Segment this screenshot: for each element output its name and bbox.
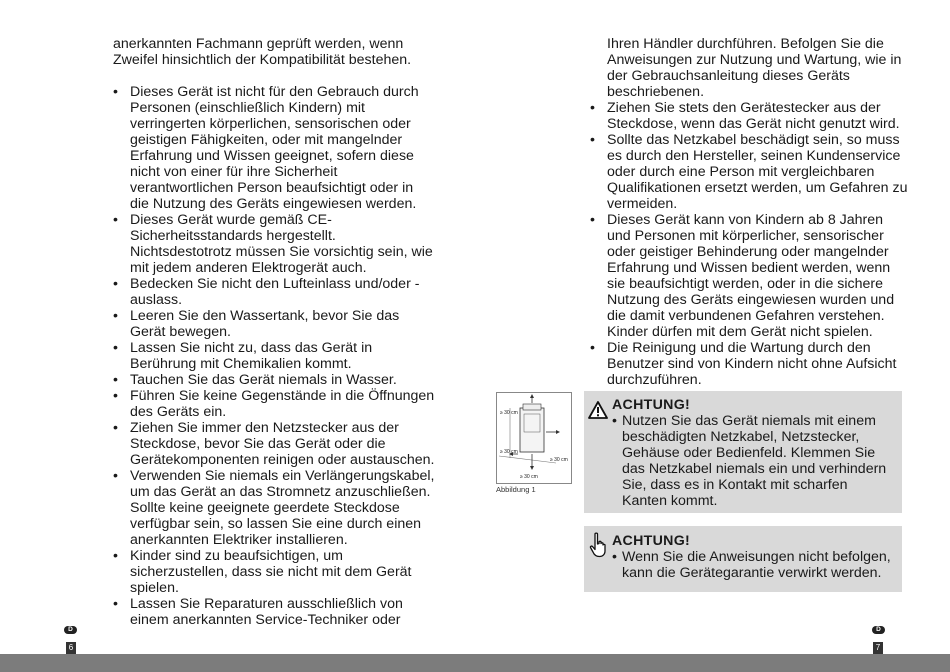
warning-triangle-icon [588, 401, 608, 423]
list-item: • Kinder sind zu beaufsichtigen, um sicherzustellen, dass sie nicht mit dem Gerät spielen. [113, 548, 435, 596]
list-item: • Ziehen Sie immer den Netzstecker aus der Steckdose, bevor Sie das Gerät oder die Gerätekomponenten reinigen oder austauschen. [113, 420, 435, 468]
intro-paragraph: anerkannten Fachmann geprüft werden, wenn Zweifel hinsichtlich der Kompatibilität bestehen. [113, 36, 412, 68]
clearance-diagram [496, 392, 572, 484]
list-item: • Lassen Sie Reparaturen ausschließlich von einem anerkannten Service-Techniker oder [113, 596, 435, 628]
warning-text: • Nutzen Sie das Gerät niemals mit einem beschädigten Netzkabel, Netzstecker, Gehäuse oder Bedienfeld. Klemmen Sie das Netzkabel niemals ein und verhindern Sie, dass es in Kontakt mit scharfen Kanten kommt. [612, 413, 894, 509]
list-item: • Führen Sie keine Gegenstände in die Öffnungen des Geräts ein. [113, 388, 435, 420]
clearance-figure [496, 392, 572, 484]
list-item: • Ziehen Sie stets den Gerätestecker aus der Steckdose, wenn das Gerät nicht genutzt wird. [590, 100, 910, 132]
list-item: • Tauchen Sie das Gerät niemals in Wasser. [113, 372, 435, 388]
right-column [590, 36, 910, 388]
continuation-paragraph: Ihren Händler durchführen. Befolgen Sie die Anweisungen zur Nutzung und Wartung, wie in der Gebrauchsanleitung dieses Geräts beschriebenen. [607, 36, 902, 100]
list-item: • Sollte das Netzkabel beschädigt sein, so muss es durch den Hersteller, seinen Kundenservice oder durch eine Person mit vergleichbaren Qualifikationen ersetzt werden, um Gefahren zu vermeiden. [590, 132, 910, 212]
warning-text: • Wenn Sie die Anweisungen nicht befolgen, kann die Gerätegarantie verwirkt werden. [612, 549, 894, 581]
left-column [113, 36, 435, 628]
list-item: • Bedecken Sie nicht den Lufteinlass und/oder -auslass. [113, 276, 435, 308]
page-number-left: 6 [66, 642, 76, 654]
list-item: • Die Reinigung und die Wartung durch den Benutzer sind von Kindern nicht ohne Aufsicht durchzuführen. [590, 340, 910, 388]
warning-box-1 [584, 391, 902, 513]
list-item: • Leeren Sie den Wassertank, bevor Sie das Gerät bewegen. [113, 308, 435, 340]
warning-box-2 [584, 526, 902, 592]
clearance-label-right: ≥ 30 cm [550, 457, 568, 463]
clearance-label-left: ≥ 30 cm [500, 449, 518, 455]
language-badge-left: D [64, 626, 77, 634]
language-badge-right: D [872, 626, 885, 634]
list-item: • Verwenden Sie niemals ein Verlängerungskabel, um das Gerät an das Stromnetz anzuschließen. Sollte keine geeignete geerdete Steckdose verfügbar sein, so lassen Sie eine durch einen anerkannten Elektriker installieren. [113, 468, 435, 548]
page-number-right: 7 [873, 642, 883, 654]
warning-title: ACHTUNG! [612, 533, 691, 549]
figure-caption: Abbildung 1 [496, 485, 536, 494]
pointing-hand-icon [588, 532, 608, 562]
footer-bar [0, 654, 950, 672]
right-bullet-list [590, 100, 910, 388]
list-item: • Dieses Gerät ist nicht für den Gebrauch durch Personen (einschließlich Kindern) mit verringerten körperlichen, sensorischen oder geistigen Fähigkeiten, oder mit mangelnder Erfahrung und Wissen geeignet, sofern diese nicht von einer für ihre Sicherheit verantwortlichen Person beaufsichtigt oder in die Nutzung des Geräts eingewiesen werden. [113, 84, 435, 212]
warning-title: ACHTUNG! [612, 397, 691, 413]
left-bullet-list [113, 84, 435, 628]
list-item: • Dieses Gerät kann von Kindern ab 8 Jahren und Personen mit körperlicher, sensorischer oder geistiger Behinderung oder mangelnder Erfahrung und Wissen bedient werden, wenn sie beaufsichtigt werden, oder in die sichere Nutzung des Geräts eingewiesen wurden und die damit verbundenen Gefahren verstehen. Kinder dürfen mit dem Gerät nicht spielen. [590, 212, 910, 340]
list-item: • Dieses Gerät wurde gemäß CE-Sicherheitsstandards hergestellt. Nichtsdestotrotz müssen Sie vorsichtig sein, wie mit jedem anderen Elektrogerät auch. [113, 212, 435, 276]
clearance-label-bottom: ≥ 30 cm [520, 474, 538, 480]
list-item: • Lassen Sie nicht zu, dass das Gerät in Berührung mit Chemikalien kommt. [113, 340, 435, 372]
clearance-label-top: ≥ 30 cm [500, 410, 518, 416]
